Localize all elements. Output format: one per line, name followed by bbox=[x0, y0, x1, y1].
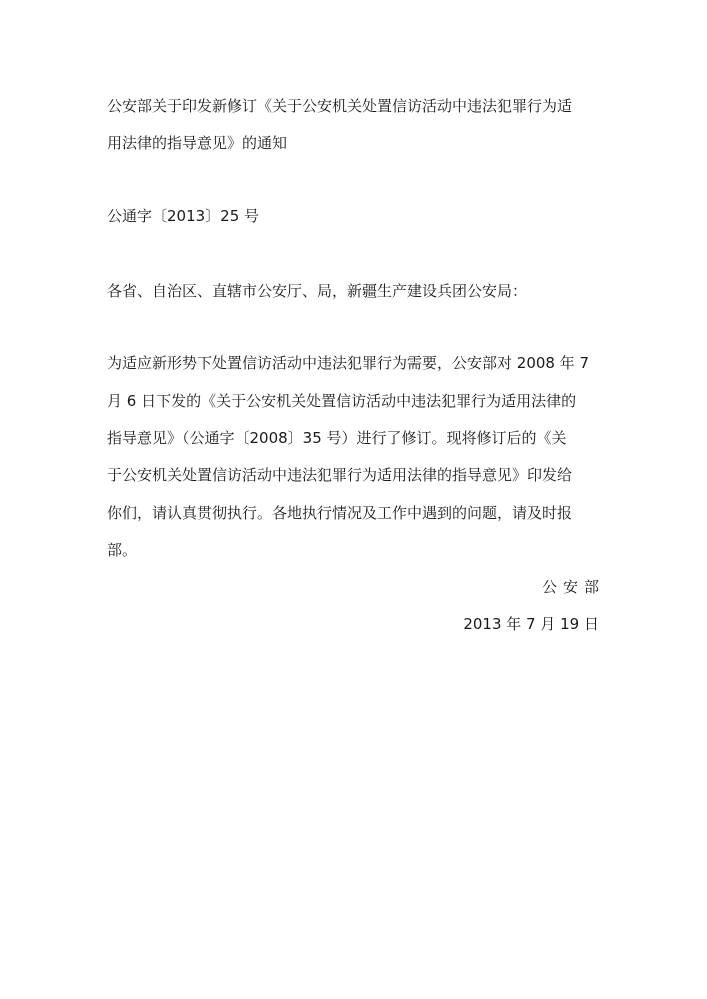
addressee: 各省、自治区、直辖市公安厅、局，新疆生产建设兵团公安局： bbox=[107, 282, 528, 300]
body-line-2: 月 6 日下发的《关于公安机关处置信访活动中违法犯罪行为适用法律的 bbox=[107, 392, 577, 410]
body-line-1: 为适应新形势下处置信访活动中违法犯罪行为需要，公安部对 2008 年 7 bbox=[107, 354, 590, 372]
signature: 公安部 bbox=[541, 578, 605, 596]
body-line-3: 指导意见》（公通字〔2008〕35 号）进行了修订。现将修订后的《关 bbox=[107, 429, 567, 447]
document-date: 2013 年 7 月 19 日 bbox=[463, 615, 599, 633]
body-line-5: 你们，请认真贯彻执行。各地执行情况及工作中遇到的问题，请及时报 bbox=[107, 504, 573, 522]
title-line-2: 用法律的指导意见》的通知 bbox=[107, 134, 288, 152]
document-number: 公通字〔2013〕25 号 bbox=[107, 207, 260, 225]
body-line-6: 部。 bbox=[107, 541, 138, 559]
body-line-4: 于公安机关处置信访活动中违法犯罪行为适用法律的指导意见》印发给 bbox=[107, 466, 573, 484]
title-line-1: 公安部关于印发新修订《关于公安机关处置信访活动中违法犯罪行为适 bbox=[107, 97, 573, 115]
